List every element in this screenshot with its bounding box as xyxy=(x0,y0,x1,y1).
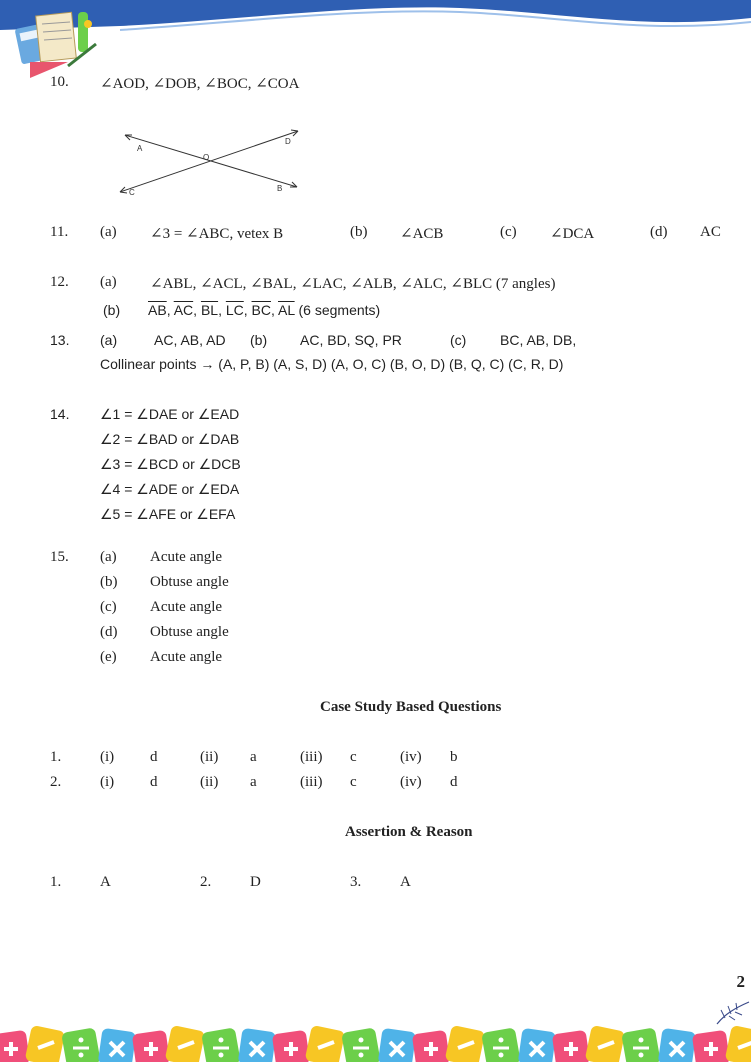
case-cell: c xyxy=(350,749,357,765)
q13-a-answer: AC, AB, AD xyxy=(154,332,226,348)
q14-line: ∠5 = ∠AFE or ∠EFA xyxy=(100,506,236,522)
q15-item-label: (a) xyxy=(100,549,117,565)
q11-b-answer: ∠ACB xyxy=(400,226,444,242)
q15-number: 15. xyxy=(50,549,69,565)
case-cell: (i) xyxy=(100,749,115,765)
page-number: 2 xyxy=(736,972,745,991)
case-cell: (iii) xyxy=(300,774,323,790)
q13-number: 13. xyxy=(50,332,70,348)
q12-a-label: (a) xyxy=(100,274,117,290)
q15-item-label: (b) xyxy=(100,574,118,590)
q12-a-answer: ∠ABL, ∠ACL, ∠BAL, ∠LAC, ∠ALB, ∠ALC, ∠BLC (7 angles) xyxy=(150,276,556,292)
q11-c-label: (c) xyxy=(500,224,517,240)
q11-a-label: (a) xyxy=(100,224,117,240)
assertion-answer: A xyxy=(400,874,411,890)
q12-b-label: (b) xyxy=(103,302,121,318)
assertion-number: 1. xyxy=(50,874,62,890)
segment-count: (6 segments) xyxy=(298,302,381,318)
q10-answer: ∠AOD, ∠DOB, ∠BOC, ∠COA xyxy=(100,76,300,92)
label-a: A xyxy=(137,144,143,153)
q15-item-text: Acute angle xyxy=(150,649,223,665)
assertion-heading: Assertion & Reason xyxy=(345,824,473,840)
q14-line: ∠4 = ∠ADE or ∠EDA xyxy=(100,481,240,497)
q11-a-answer: ∠3 = ∠ABC, vetex B xyxy=(150,226,284,242)
case-cell: d xyxy=(150,749,158,765)
case-row-number: 1. xyxy=(50,749,62,765)
q13-collinear: Collinear points → (A, P, B) (A, S, D) (A, O, C) (B, O, D) (B, Q, C) (C, R, D) xyxy=(100,356,564,372)
intersecting-lines-diagram xyxy=(115,125,305,200)
q11-d-answer: AC xyxy=(700,224,721,240)
case-cell: d xyxy=(150,774,158,790)
q15-item-text: Acute angle xyxy=(150,549,223,565)
segment: $\overline{LC}$ xyxy=(225,302,244,318)
assertion-number: 3. xyxy=(350,874,362,890)
case-cell: (iv) xyxy=(400,774,422,790)
segment: $\overline{BL}$ xyxy=(200,302,219,318)
case-study-heading: Case Study Based Questions xyxy=(320,699,502,715)
q14-line: ∠3 = ∠BCD or ∠DCB xyxy=(100,456,241,472)
case-cell: d xyxy=(450,774,458,790)
q11-c-answer: ∠DCA xyxy=(550,226,595,242)
q11-number: 11. xyxy=(50,224,69,240)
label-b: B xyxy=(277,184,283,193)
segment: $\overline{AC}$ xyxy=(173,302,194,318)
case-cell: (iii) xyxy=(300,749,323,765)
label-d: D xyxy=(285,137,291,146)
q14-line: ∠1 = ∠DAE or ∠EAD xyxy=(100,406,240,422)
q13-b-answer: AC, BD, SQ, PR xyxy=(300,332,402,348)
q15-item-label: (c) xyxy=(100,599,117,615)
header-wave xyxy=(0,0,751,60)
math-symbols-band xyxy=(0,1022,751,1062)
case-cell: a xyxy=(250,749,257,765)
assertion-answer: D xyxy=(250,874,261,890)
q15-item-text: Obtuse angle xyxy=(150,574,229,590)
q12-b-answer: $\overline{AB}$, $\overline{AC}$, $\overline{BL}$, $\overline{LC}$, $\overline{BC}$, $\overline{AL}$ (6 segments) xyxy=(148,302,381,318)
segment: $\overline{BC}$ xyxy=(251,302,271,318)
q14-number: 14. xyxy=(50,406,70,422)
q14-line: ∠2 = ∠BAD or ∠DAB xyxy=(100,431,240,447)
segment: $\overline{AB}$ xyxy=(148,302,167,318)
q15-item-text: Obtuse angle xyxy=(150,624,229,640)
segment: $\overline{AL}$ xyxy=(278,302,295,318)
q11-d-label: (d) xyxy=(650,224,668,240)
case-cell: (i) xyxy=(100,774,115,790)
q15-item-label: (e) xyxy=(100,649,117,665)
case-cell: c xyxy=(350,774,357,790)
q12-number: 12. xyxy=(50,274,69,290)
assertion-answer: A xyxy=(100,874,111,890)
assertion-number: 2. xyxy=(200,874,212,890)
q15-item-label: (d) xyxy=(100,624,118,640)
label-o: O xyxy=(203,153,210,162)
q10-number: 10. xyxy=(50,74,69,90)
label-c: C xyxy=(129,188,135,197)
case-row-number: 2. xyxy=(50,774,62,790)
q13-b-label: (b) xyxy=(250,332,268,348)
q15-item-text: Acute angle xyxy=(150,599,223,615)
case-cell: (ii) xyxy=(200,774,219,790)
case-cell: (iv) xyxy=(400,749,422,765)
math-tools-logo xyxy=(8,4,108,84)
q11-b-label: (b) xyxy=(350,224,368,240)
case-cell: a xyxy=(250,774,257,790)
case-cell: b xyxy=(450,749,458,765)
q13-c-label: (c) xyxy=(450,332,467,348)
case-cell: (ii) xyxy=(200,749,219,765)
q13-c-answer: BC, AB, DB, xyxy=(500,332,577,348)
q13-a-label: (a) xyxy=(100,332,118,348)
